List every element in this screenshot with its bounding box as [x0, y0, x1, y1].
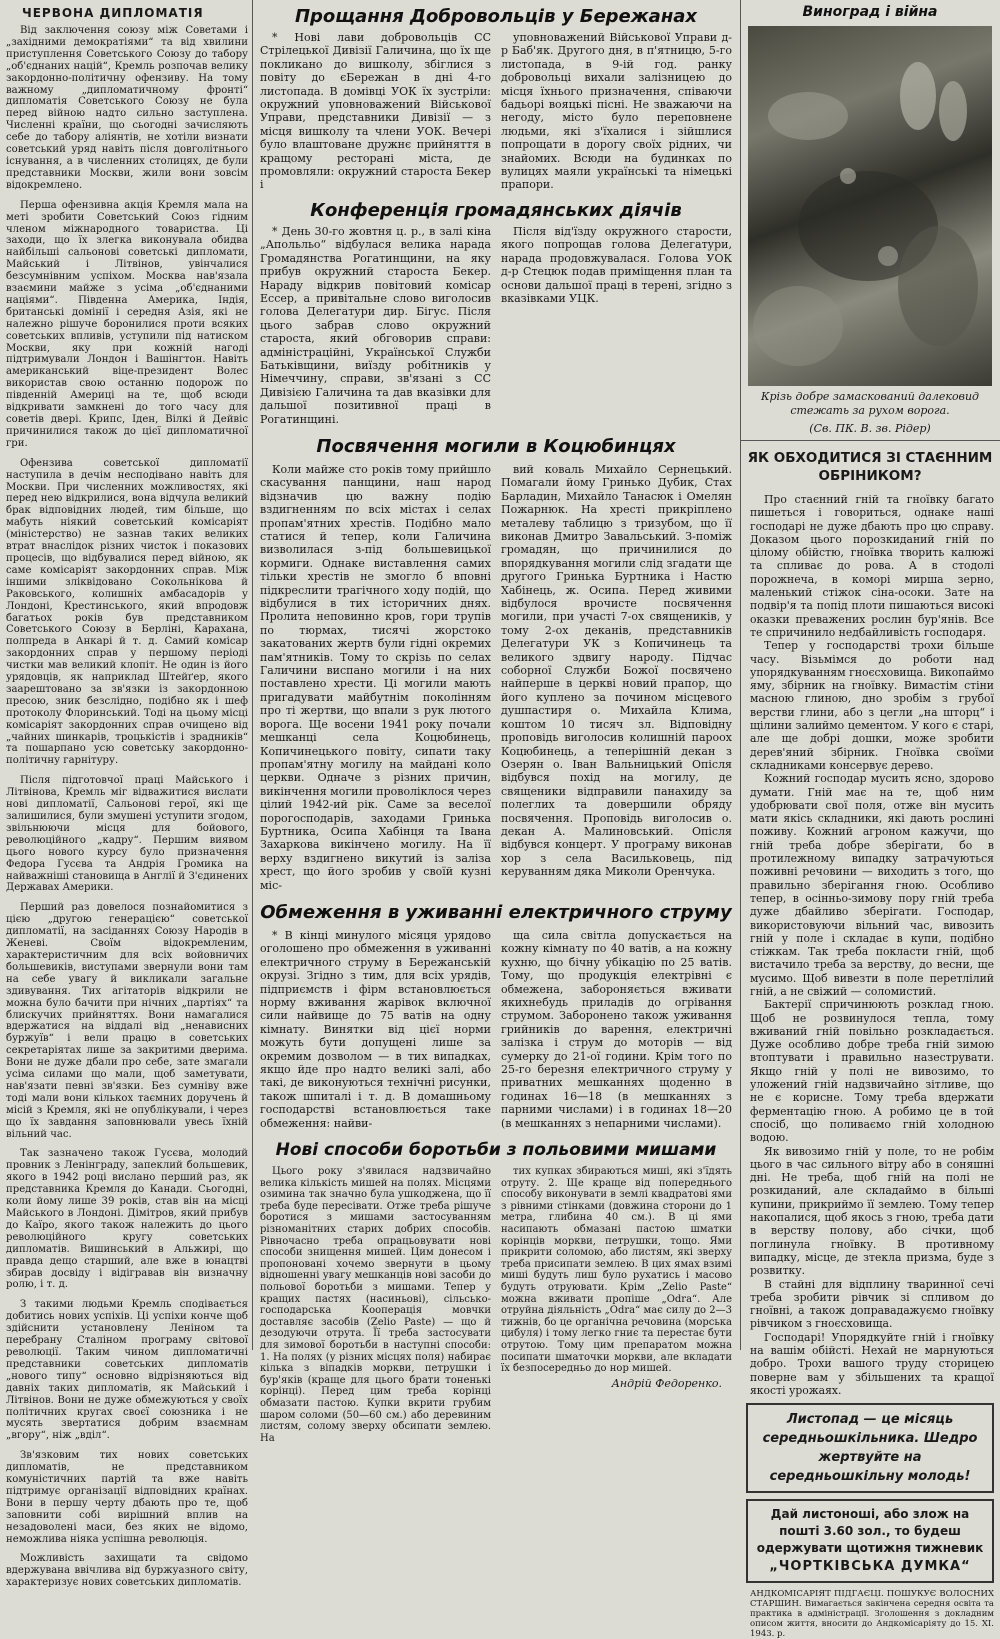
article-text: вий коваль Михайло Сернецький. Помагали йому Гринько Дубик, Стах Барладин, Михайло Танасюк і Омелян Пожарнюк. На хресті прикріплено металеву таблицю з тризубом, що її виконав Дмитро Завальський. З-поміж громадян, що причинилися до впорядкування могили слід згадати ще другого Гринька Буртника і Настю Хабінець, ж. Осипа. Перед живими відбулося врочисте посвячення могили, при участі 7-ох священиків, у тому 2-ох деканів, представників Делегатури УК з Копичинець та великого здвигу народу. Підчас соборної Служби Божої посвячено найперше в церкві новий прапор, що його куплено за почином місцевого душпастиря о. Михайла Клима, коштом 10 тисяч зл. Відповідну проповідь виголосив колишній пароох Коцюбинець, а теперішній декан з Озерян о. Іван Вальницький Опісля відбувся похід на могилу, де священики відправили панахиду за полеглих та довершили обряду посвячення. Проповідь виголосив о. декан А. Малиновський. Опісля відбувся концерт. У програму виконав хор з села Васильковець, під керуванням дяка Миколи Оренчука.: [501, 462, 732, 879]
article-title: Посвячення могили в Коцюбинцях: [316, 435, 676, 457]
article-text: уповноважений Військової Управи д-р Баб'як. Другого дня, в п'ятницю, 5-го листопада, в 9-ій год. ранку добровольці вихали залізницею до місця їхнього призначення, співаючи бадьорі вояцькі пісні. Не зважаючи на негоду, місто було переповнене людьми, які з'їхалися і зійшлися попрощати в дорогу своїх рідних, чи знайомих. Всюди на будинках по вулицях маяли українські та німецькі прапори.: [501, 31, 732, 192]
notice-box: [746, 1403, 994, 1493]
paragraph: В стайні для відплину тваринної сечі треба зробити рівчик зі спливом до гноївні, а також доправадажуємо гноївку рівчиком з гноєсховища.: [750, 1277, 994, 1331]
article-electricity: [252, 892, 740, 1130]
paragraph: Після підготовчої праці Майського і Літвінова, Кремль міг відважитися вислати нові дипломатії, Сальонові герої, які ще залишилися, були змушені уступити згодом, звільнюючи місця для бойового, революційного „кадру“. Першим виявом цього нового курсу було призначення Федора Гусєва та Андрія Громика на найважніші становища в Англії й З'єдинених Державах Америки.: [6, 775, 248, 894]
article-mice: [252, 1130, 740, 1444]
article-text: Коли майже сто років тому прийшло скасування панщини, наш народ відзначив цю важну подію вздигненням по всіх містах і селах пропам'ятних хрестів. Подібно мало статися й тепер, коли Галичина визволилася з-під большевицької кормиги. Однаке виставлення самих тільки хрестів не змогло б вповні підкреслити трагічного ходу подій, що відбулися в тих історичних днях. Пролита неповинно кров, гори трупів по тюрмах, тисячі жорстоко закатованих жертв були гідні окремих пам'ятників. Тому то скрізь по селах Галичини виспано могили і на них поставлено хрести. Ці могили мають пригадувати майбутнім поколінням про ті жертви, що впали з рук лютого ворога. Ще восени 1941 року почали мешканці села Коцюбинець, Копичинецького повіту, сипати таку пропам'ятну могилу на майдані коло церкви. Одначе з різних причин, викінчення могили проволіклося через цілий 1942-ий рік. Саме за веселої порогосподарів, заходами Гринька Буртника, Осипа Хабінця та Івана Захаркова викінчено могилу. На її верху вздигнено викутий із заліза хрест, що його зробив у своїй кузні міс-: [260, 462, 491, 892]
vineyard-photo-image: [748, 26, 992, 386]
newspaper-name: „ЧОРТКІВСЬКА ДУМКА“: [769, 1559, 971, 1575]
article-text: Після від'їзду окружного старости, якого попрощав голова Делегатури, нарада продовжувалася. Голова УОК д-р Стецюк подав приміщення план та основи дальшої праці в терені, згідно з вказівками УЦК.: [501, 224, 732, 305]
paragraph: Як вивозимо гній у поле, то не робім цього в час сильного вітру або в соняшні дні. Не треба, щоб гній на полі не розкиданий, але складаймо в більші купини, прикриймо її землею. Тому тепер накопалися, щоб якось з гною, треба дати в верству полову, або січки, щоб поглинула гноївку. В противному випадку, місце, де зтекла призма, буде з розвитку.: [750, 1144, 994, 1278]
job-notice: АНДКОМІСАРІЯТ ПІДГАЄЦІ. ПОШУКУЄ ВОЛОСНИХ СТАРШИН. Вимагається закінчена середня освіта та практика в адміністрації. Зголошення з докладним описом життя, вносити до Андкомісаріяту до 15. ХІ. 1943. р.: [750, 1589, 994, 1639]
article-title: ЯК ОБХОДИТИСЯ ЗІ СТАЄННИМ ОБРІНИКОМ?: [747, 450, 993, 484]
article-text: * День 30-го жовтня ц. р., в залі кіна „Апольльо“ відбулася велика нарада Громадянства Рогатинщини, на яку прибув окружний староста Бекер. Нараду відкрив повітовий комісар Ессер, а привітальне слово виголосив голова Делегатури дир. Бігус. Після цього забрав слово окружний староста, який обговорив справи: адміністраційні, Української Служби Батьківщини, виїзду робітників у Німеччину, справи, зв'язані з СС Дивізією Галичина та дав вказівки для дальшої позитивної праці в Рогатинщині.: [260, 224, 491, 426]
paragraph: Про стаєнний гній та гноївку багато пишеться і говориться, однаке наші господарі не дуже дбають про цю справу. Доказом цього порозкиданий гній по цілому обійстю, гноївка творить калюжі та спливає до рова. А в стодолі порожнеча, в коморі мирша зерно, маленький стіжок сіна-осоки. Зате на подвір'я та попід плоти пишаються високі оказки преважених рослин бур'янів. Все те спричинило недбайливість господаря.: [750, 493, 994, 639]
paragraph: З такими людьми Кремль сподівається добитись нових успіхів. Ці успіхи конче щоб здійснити установлену Леніном та перебрану Сталіном програму світової революції. Таким чином дипломатичні представники советських дипломатів „нового типу“ основно відрізняються від давніх таких дипломатів, як Майський і Літвінов. Вони не дуже обмежуються у своїх політичних кругах своєї союзника і не мусять звертатися добрим взаємнам „вгору“, ніж „вділ“.: [6, 1299, 248, 1442]
article-text: Цього року з'явилася надзвичайно велика кількість мишей на полях. Місцями озимина так значно була ушкоджена, що її треба буде пересівати. Отже треба рішуче боротися з мишами застосуванням різноманітних старих добрих способів. Рівночасно треба опрацьовувати нові способи знищення мишей. Цим донесом і пропоновані хочемо звернути в цьому відношенні увагу мешканців нові засоби до польової боротьби з мишами. Тепер у кращих пастях (насиньові), сільсько-господарська Кооперація мовчки доставляє засобів (Zelio Paste) — що й дезодуючи отрута. Її треба застосувати для зимової боротьби в наступні способи: 1. На полях (у різних місцях поля) набирає кілька з віпадків моркви, петрушки і бур'яків (краще для цього брати тоненькі корінці). Перед цим треба корінці обмазати пастою. Купки вкрити грубим шаром соломи (50—60 см.) або деревиним листям, солому зверху обсипати землею. На: [260, 1166, 491, 1444]
article-signature: Андрій Федоренко.: [611, 1376, 722, 1390]
section-title: ЧЕРВОНА ДИПЛОМАТІЯ: [22, 6, 204, 20]
article-title: Прощання Добровольців у Бережанах: [294, 6, 698, 27]
paragraph: Перший раз довелося познайомитися з цією „другою генерацією“ советської дипломатії, на засіданнях Союзу Народів в Женеві. Своїм відокремленим, характеристичним для всіх войовничих большевиків, виступами звернули вони там на себе увагу й викликали загальне здивування. Тих агітаторів відкрили не можна було бачити при нічних „партіях“ та блискучих прийняттях. Вони намагалися вдержатися на віддалі від „ненависних буржуїв“ і вели працю в советських секретаріятах лише за закритими дверима. Вони не дуже дбали про себе, зате змагали усіма силами що мали, щоб заметувати, нав'язати певні зв'язки. Без сумніву вже тоді мали вони кількох таємних доручень й місій з Кремля, які не опублікували, і через що їх завдання заповнювали увесь їхній вільний час.: [6, 902, 248, 1140]
column-right: [740, 0, 1000, 1639]
paragraph: Тепер у господарстві трохи більше часу. Візьмімся до роботи над упорядкуванням гноєсховища. Викопаймо яму, збірник на гноївку. Вимастім стіни масною глиною, дно зробім з грубої верстви глини, або з цегли „на шторц“ і щілини залиймо цементом. У кого є старі, але ще добрі дошки, може зробити дерев'яний збірник. Гноївка своїми складниками консервує дерево.: [750, 639, 994, 772]
article-text: * В кінці минулого місяця урядово оголошено про обмеження в уживанні електричного струму в Бережанській окрузі. Згідно з тим, для всіх урядів, підприємств і фірм встановлюється норму вживання жарівок включної сили найвище до 75 ватів на одну кімнату. Винятки від цієї норми можуть бути допущені лише за окремим дозволом — в тих випадках, якщо йде про надто великі залі, або такі, де виконуються технічні рисунки, також шпиталі і т. д. В домашньому господарстві встановлюється таке обмеження: найви-: [260, 928, 491, 1130]
photo-title: Виноград і війна: [802, 4, 938, 20]
paragraph: Так зазначено також Гусєва, молодий провник з Ленінграду, запеклий большевик, якого в 1942 році вислано перший раз, як представника Кремля до Канади. Сьогодні, коли йому лише 39 років, став він на місці Майського в Лондоні. Дімітров, який прибув до Каїро, якого також належить до цього революційного кругу советських дипломатів. Вишинський в Альжирі, що правда дещо старший, але вже в юнацтві збирав досвіду і відігравав він визначну ролю, і т. д.: [6, 1148, 248, 1291]
article-text: ща сила світла допускається на кожну кімнату по 40 ватів, а на кожну кухню, що бічну убікацію по 25 ватів. Тому, що продукція електрівні є обмежена, забороняється вживати якихнебудь приладів до огрівання струмом. Заборонено також уживання грийників до варення, електричні залізка і струм до моторів — від сумерку до 21-ої години. Крім того по 25-го березня електричного струму у приватних мешканнях щоденно в годинах 16—18 (в мешканнях з парними числами) і в годинах 18—20 (в мешканнях з непарними числами).: [501, 928, 732, 1130]
notice-text: Листопад — це місяць середньошкільника. Шедро жертвуйте на середньошкільну молодь!: [762, 1412, 978, 1485]
paragraph: Господарі! Упорядкуйте гній і гноївку на вашім обійсті. Нехай не марнуються добро. Трохи вашого труду сторицею поверне вам у збільшених та кращої якості урожаях.: [750, 1330, 994, 1397]
article-conference: [252, 192, 740, 426]
article-farewell: [252, 0, 740, 192]
paragraph: Кожний господар мусить ясно, здорово думати. Гній має на те, щоб ним удобрювати свої поля, отже він мусить мати якісь складники, які дають рослині поживу. Кожний агроном кажучи, що гній треба добре зберігати, бо в протилежному випадку затрачуються поживні речовини — виходить з того, що правильно зберігання гною. Особливо тепер, в осінньо-зимову пору гній треба дуже дбайливо зберігати. Господар, використовуючи вільний час, вивозить гній у поле і складає в купи, подібно стіжкам. Так треба покласти гній, щоб вистачило треба за верству, до весни, ще мусимо. Щоб вивезти в поле перетлілий гній, а не свіжий — соломистий.: [750, 772, 994, 998]
paragraph: Можливість захищати та свідомо вдержувана ввічлива від буржуазного світу, характеризує нових советських дипломатів.: [6, 1553, 248, 1589]
paragraph: Перша офензивна акція Кремля мала на меті зробити Советський Союз гідним членом міжнародного товариства. Ці заходи, що їх злегка виконувала обидва найбільші сальонові советські дипломати, Майський і Літвінов, увінчалися безсумнівним успіхом. Москва нав'язала взаємини майже з усіма „об'єднаними націями“. Південна Америка, Індія, британські домінії і середня Азія, які не належно рішуче боронилися проти всяких советських впливів, уступили під натиском Москви, яку при кожній нагоді підтримували Лондон і Вашінгтон. Навіть американський віце-президент Волес використав свою останню подорож по південній Америці на те, щоб всюди відкривати замкнені до того часу для советів двері. Крипс, Іден, Вілкі й Дейвіс причинилися також до цієї дипломатичної гри.: [6, 199, 248, 449]
article-title: Обмеження в уживанні електричного струму: [260, 901, 732, 923]
paragraph: Офензива советської дипломатії наступила в дечім несподівано навіть для Москви. При численних можливостях, які перед нею відкрилися, вона відчула великий брак відповідних людей, тим більше, що мабуть ніякий советський комісаріят (міністерство) не зазнав таких великих втрат внаслідок різних чисток і показових процесів, що відбувалися перед війною, як саме комісаріят закордонних справ. Між іншими зліквідовано Сокольнікова й Раковського, колишніх амбасадорів у Лондоні, Крестинського, який впродовж багатьох років був представником Советського Союзу в Берліні, Карахана, полпреда в Анкарі й т. д. Самий комісар закордонних справ у першому періоді чистки мав великий клопіт. Не один із його урядовців, як наприклад Штейґер, якого заарештовано за зв'язки із закордонною пресою, зник безслідно, подібно як і шеф протоколу Флоринський. Тоді на цьому місці комісаріят закордонних справ очищено від „чайних шинкарів, троцькістів і зрадників“ та пошарпано усю советську закордонно-політичну гарнітуру.: [6, 457, 248, 767]
article-text: * Нові лави добровольців СС Стрілецької Дивізії Галичина, що їх ще покликано до вишколу, збіглися з повіту до єБережан в дні 4-го листопада. В домівці УОК їх зустріли: окружний уповноважений Військової Управи, представники Дивізії — з місця вишколу та члени УОК. Вечері було влаштоване дружнє прийняття в кращому ресторані міста, де промовляли: окружний староста Бекер і: [260, 31, 491, 192]
article-title: Нові способи боротьби з польовими мишами: [275, 1140, 717, 1161]
column-left: [0, 0, 252, 1589]
subscription-text: Дай листоноші, або злож на пошті 3.60 зол., то будеш одержувати щотижня тижневик: [756, 1507, 984, 1556]
article-grave: [252, 426, 740, 892]
paragraph: Від заключення союзу між Советами і „західними демократіями“ та від хвилини приступлення Советського Союзу до табору „об'єднаних націй“, Кремль розпочав велику закордонно-політичну офензиву. На тому важному „дипломатичному фронті“ дипломатія Советського Союзу не була перед війною надто сильно заступлена. Численні країни, що сьогодні зачисляють себе до табору аліянтів, не хотіли визнати советський уряд навіть після довголітнього існування, а в численних столицях, де були представники Москви, жили вони зовсім відокремлено.: [6, 25, 248, 191]
vineyard-photo: [748, 26, 992, 386]
photo-credit: (Св. ПК. В. зв. Рідер): [809, 422, 931, 435]
article-text: тих купках збираються миші, які з'їдять отруту. 2. Ще краще від попереднього способу виконувати в землі квадратові ями з рівними стінками (довжина сторони до 1 метра, глибина 40 см.). В ці ями насипають обмазані пастою шматки корінців моркви, петрушки, тощо. Ями прикрити соломою, або листям, які зверху треба присипати землею. В цих ямах взимі миші будуть лиш було рухатись і масово будуть отруювати. Крім „Zelio Paste“ можна вживати пропіше „Odra“. Але отруйна діяльність „Odra“ має силу до 2—3 тижнів, бо це органічна речовина (морська цибуля) і тому легко гниє та перестає бути отрутою. Тому цим препаратом можна посипати шматочки моркви, але вкладати їх безпосередньо до нор мишей.: [501, 1166, 732, 1375]
photo-caption: Крізь добре замаскований далековид стежать за рухом ворога.: [760, 390, 980, 417]
column-center: [252, 0, 740, 1444]
article-title: Конференція громадянських діячів: [310, 199, 682, 221]
subscription-box: [746, 1499, 994, 1583]
paragraph: Бактерії спричинюють розклад гною. Щоб не розвинулося тепла, тому вживаний гній повільно розкладається. Дуже особливо добре треба гній зимою втоптувати і правильно назеструвати. Якщо гній у полі не вивозимо, то уложений гній надзвичайно зітливе, що не є корисне. Тому треба вдержати ферментацію гною. А робимо це в той спосіб, що поливаємо гній холодною водою.: [750, 998, 994, 1145]
paragraph: Зв'язковим тих нових советських дипломатів, не представником комуністичних партій та вже навіть підтримує організації відповідних країнах. Вони в першу черту дбають про те, щоб заповнити собі вирішний вплив на незадоволені маси, без яких не відомо, неможлива ніяка успішна революція.: [6, 1450, 248, 1545]
